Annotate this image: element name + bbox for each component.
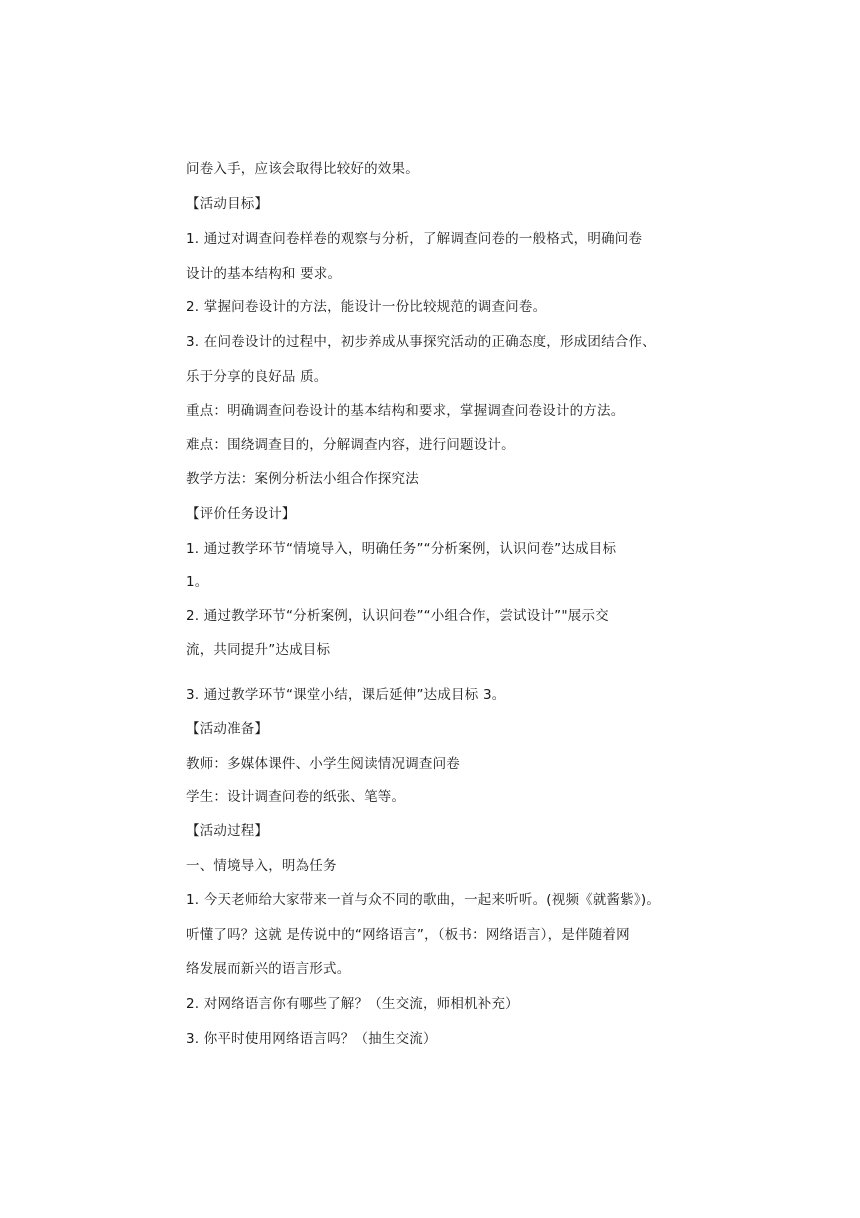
section-heading: 【评价任务设计】	[186, 506, 296, 522]
text-line: 2. 通过教学环节“分析案例，认识问卷”“小组合作，尝试设计”"展示交	[186, 608, 609, 624]
section-heading: 【活动过程】	[186, 823, 269, 839]
text-line: 难点：围绕调查目的，分解调查内容，进行问题设计。	[186, 437, 515, 453]
text-line: 2. 掌握问卷设计的方法，能设计一份比较规范的调查问卷。	[186, 299, 547, 315]
text-line: 3. 在问卷设计的过程中，初步养成从事探究活动的正确态度，形成团结合作、	[186, 334, 656, 350]
text-line: 乐于分享的良好品 质。	[186, 369, 328, 385]
text-line: 一、情境导入，明為任务	[186, 858, 337, 874]
text-line: 3. 你平时使用网络语言吗？（抽生交流）	[186, 1031, 437, 1047]
text-line: 听懂了吗？这就 是传说中的“网络语言”，（板书：网络语言），是伴随着网	[186, 927, 630, 943]
section-heading: 【活动准备】	[186, 721, 269, 737]
text-line: 络发展而新兴的语言形式。	[186, 961, 351, 977]
text-line: 1. 通过教学环节“情境导入，明确任务”“分析案例，认识问卷”达成目标	[186, 541, 617, 557]
text-line: 重点：明确调查问卷设计的基本结构和要求，掌握调查问卷设计的方法。	[186, 403, 625, 419]
text-line: 教师：多媒体课件、小学生阅读情况调查问卷	[186, 756, 460, 772]
text-line: 3. 通过教学环节“课堂小结，课后延伸”达成目标 3。	[186, 687, 506, 703]
text-line: 设计的基本结构和 要求。	[186, 266, 342, 282]
text-line: 1。	[186, 574, 209, 590]
text-line: 1. 通过对调查问卷样卷的观察与分析，了解调查问卷的一般格式，明确问卷	[186, 231, 643, 247]
section-heading: 【活动目标】	[186, 196, 269, 212]
text-line: 1. 今天老师给大家带来一首与众不同的歌曲，一起来听听。(视频《就酱紫》)。	[186, 892, 661, 908]
text-line: 问卷入手，应该会取得比较好的效果。	[186, 161, 419, 177]
text-line: 学生：设计调查问卷的纸张、笔等。	[186, 789, 406, 805]
text-line: 2. 对网络语言你有哪些了解？（生交流，师相机补充）	[186, 996, 519, 1012]
text-line: 流，共同提升”达成目标	[186, 642, 331, 658]
text-line: 教学方法：案例分析法小组合作探究法	[186, 471, 419, 487]
